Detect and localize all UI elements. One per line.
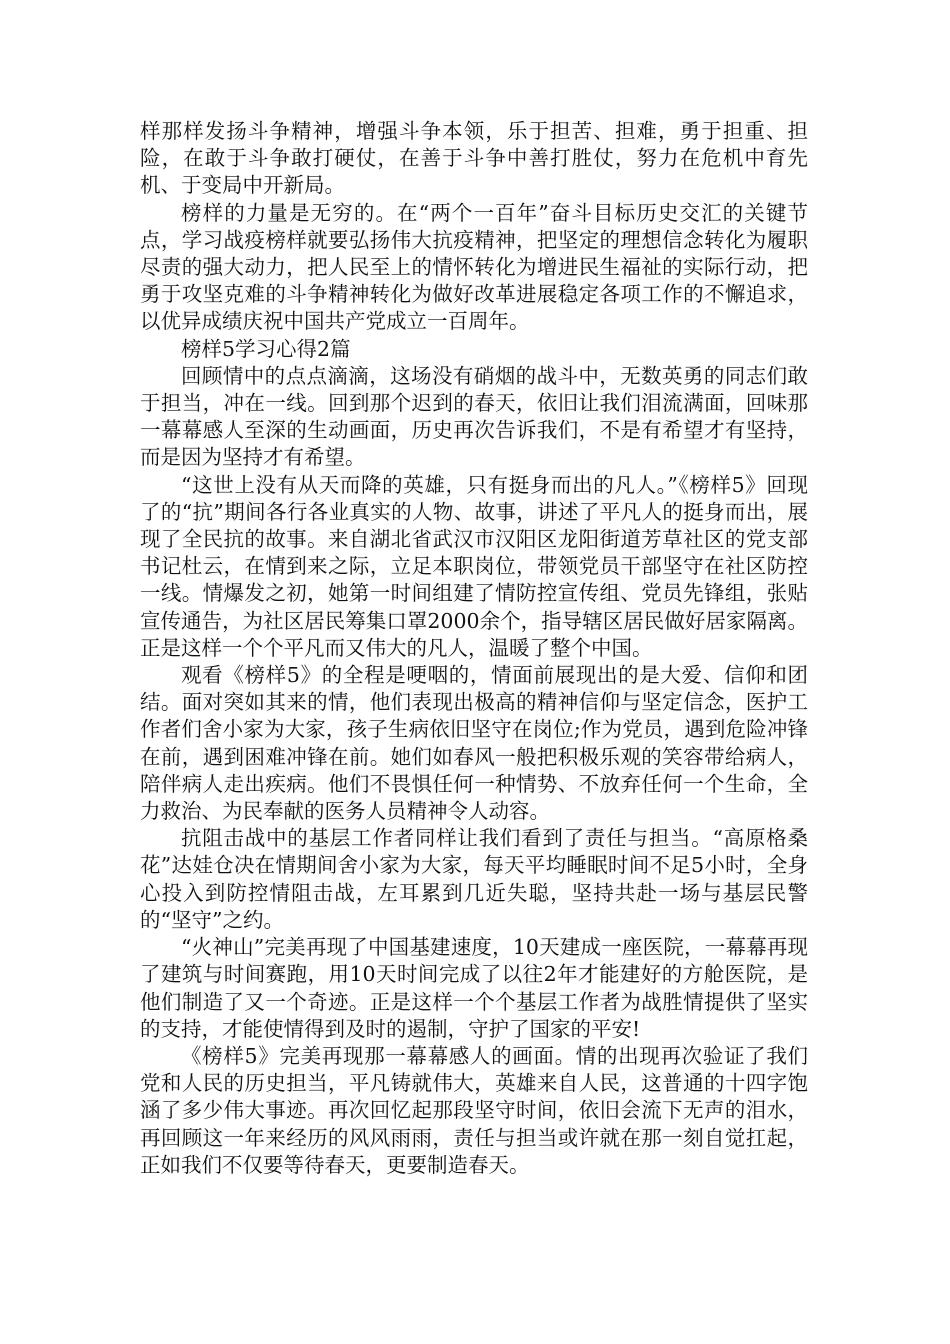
section-heading: 榜样5学习心得2篇: [181, 336, 351, 361]
paragraph-conclusion: 《榜样5》完美再现那一幕幕感人的画面。情的出现再次验证了我们党和人民的历史担当，平凡铸就伟大，英雄来自人民，这普通的十四字饱涵了多少伟大事迹。再次回忆起那段坚守时间，依旧会流下无声的泪水，再回顾这一年来经历的风风雨雨，责任与担当或许就在那一刻自觉扛起，正如我们不仅要等待春天，更要制造春天。: [140, 1043, 808, 1177]
paragraph-continuation: 样那样发扬斗争精神，增强斗争本领，乐于担苦、担难，勇于担重、担险，在敢于斗争敢打硬仗，在善于斗争中善打胜仗，努力在危机中育先机、于变局中开新局。: [140, 119, 808, 198]
paragraph-ordinary-heroes: “这世上没有从天而降的英雄，只有挺身而出的凡人。”《榜样5》回现了的“抗”期间各行各业真实的人物、故事，讲述了平凡人的挺身而出，展现了全民抗的故事。来自湖北省武汉市汉阳区龙阳街道芳草社区的党支部书记杜云，在情到来之际，立足本职岗位，带领党员干部坚守在社区防控一线。情爆发之初，她第一时间组建了情防控宣传组、党员先锋组，张贴宣传通告，为社区居民筹集口罩2000余个，指导辖区居民做好居家隔离。正是这样一个个平凡而又伟大的凡人，温暖了整个中国。: [140, 472, 808, 660]
paragraph-huoshenshan: “火神山”完美再现了中国基建速度，10天建成一座医院，一幕幕再现了建筑与时间赛跑，用10天时间完成了以往2年才能建好的方舱医院，是他们制造了又一个奇迹。正是这样一个个基层工作者为战胜情提供了坚实的支持，才能使情得到及时的遏制，守护了国家的平安!: [140, 935, 808, 1041]
document-body: [140, 118, 808, 1179]
paragraph-medical-workers: 观看《榜样5》的全程是哽咽的，情面前展现出的是大爱、信仰和团结。面对突如其来的情，他们表现出极高的精神信仰与坚定信念，医护工作者们舍小家为大家，孩子生病依旧坚守在岗位;作为党员，遇到危险冲锋在前，遇到困难冲锋在前。她们如春风一般把积极乐观的笑容带给病人，陪伴病人走出疾病。他们不畏惧任何一种情势、不放弃任何一个生命，全力救治、为民奉献的医务人员精神令人动容。: [140, 663, 808, 824]
paragraph-looking-back: 回顾情中的点点滴滴，这场没有硝烟的战斗中，无数英勇的同志们敢于担当，冲在一线。回到那个迟到的春天，依旧让我们泪流满面，回味那一幕幕感人至深的生动画面，历史再次告诉我们，不是有希望才有坚持，而是因为坚持才有希望。: [140, 363, 808, 470]
paragraph-grassroots-workers: 抗阻击战中的基层工作者同样让我们看到了责任与担当。“高原格桑花”达娃仓决在情期间舍小家为大家，每天平均睡眠时间不足5小时，全身心投入到防控情阻击战，左耳累到几近失聪，坚持共赴一场与基层民警的“坚守”之约。: [140, 826, 808, 932]
paragraph-power-of-role-models: 榜样的力量是无穷的。在“两个一百年”奋斗目标历史交汇的关键节点，学习战疫榜样就要弘扬伟大抗疫精神，把坚定的理想信念转化为履职尽责的强大动力，把人民至上的情怀转化为增进民生福祉的实际行动，把勇于攻坚克难的斗争精神转化为做好改革进展稳定各项工作的不懈追求，以优异成绩庆祝中国共产党成立一百周年。: [140, 200, 808, 334]
